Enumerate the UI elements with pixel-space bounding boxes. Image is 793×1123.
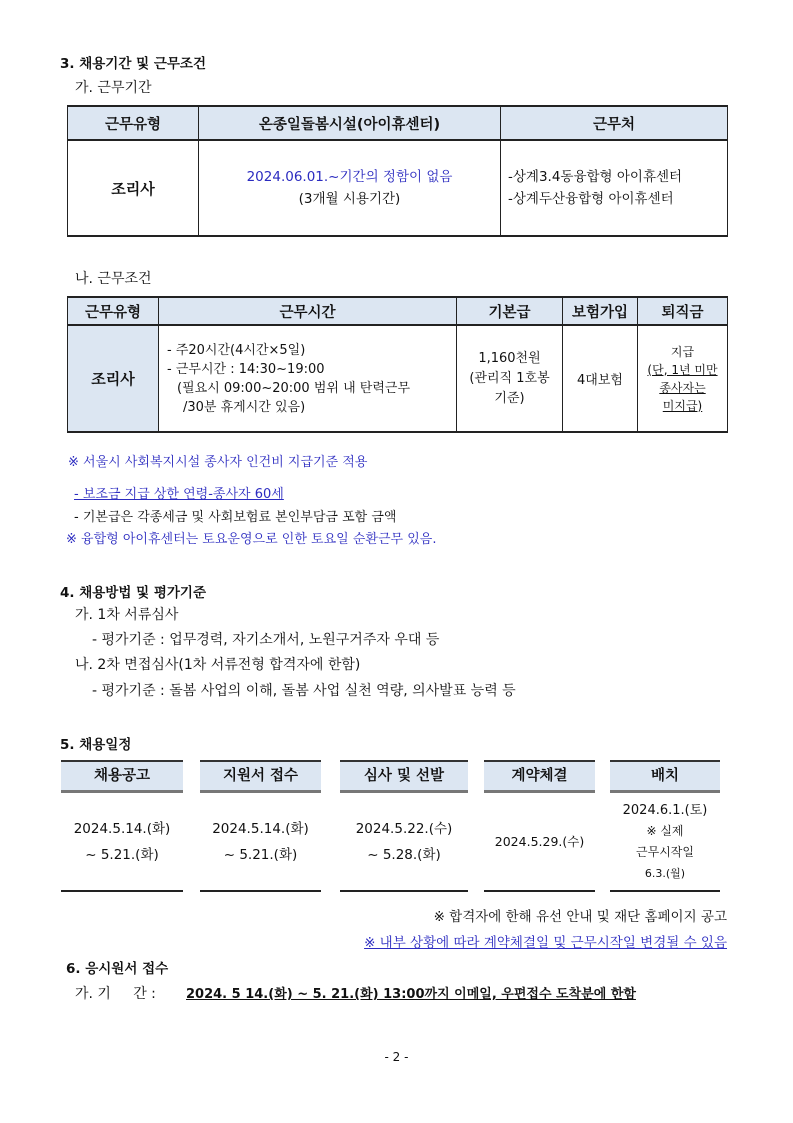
schedule-step-label: 채용공고 [61, 760, 183, 793]
schedule-step-application [200, 760, 321, 892]
placement-note-label: 근무시작일 [636, 845, 694, 859]
date-start: 2024.5.14.(화) [73, 821, 171, 837]
salary-basis: (관리직 1호봉 [469, 370, 550, 386]
date-start: 2024.5.14.(화) [212, 821, 309, 837]
cell-work-type: 조리사 [68, 325, 159, 432]
date-start: 2024.5.29.(수) [494, 834, 585, 849]
stage-2-criteria: - 평가기준 : 돌봄 사업의 이해, 돌봄 사업 실천 역량, 의사발표 능력 등 [92, 683, 516, 699]
header-work-type: 근무유형 [68, 106, 199, 140]
work-conditions-table [67, 296, 728, 433]
severance-exception-2: 종사자는 [659, 380, 706, 395]
cell-insurance: 4대보험 [563, 325, 638, 432]
salary-basis-end: 기준) [494, 390, 525, 406]
severance-exception-1: (단, 1년 미만 [647, 362, 718, 377]
header-workplace: 근무처 [501, 106, 728, 140]
schedule-step-announcement [61, 760, 183, 892]
section-3-title: 3. 채용기간 및 근무조건 [60, 56, 206, 72]
header-insurance: 보험가입 [563, 297, 638, 325]
cell-workplace [501, 140, 728, 236]
placement-date: 2024.6.1.(토) [622, 803, 708, 818]
stage-1-criteria: - 평가기준 : 업무경력, 자기소개서, 노원구거주자 우대 등 [92, 632, 440, 648]
schedule-note-notification: ※ 합격자에 한해 유선 안내 및 재단 홈페이지 공고 [433, 909, 727, 925]
cell-severance [638, 325, 728, 432]
hours-line-1: - 주20시간(4시간×5일) [167, 342, 306, 358]
probation-text: (3개월 시용기간) [298, 191, 401, 207]
hours-line-3: (필요시 09:00~20:00 범위 내 탄력근무 [177, 380, 411, 396]
header-work-hours: 근무시간 [159, 297, 457, 325]
period-text: 2024.06.01.~기간의 정함이 없음 [246, 169, 453, 185]
schedule-step-screening [340, 760, 468, 892]
date-end: ~ 5.21.(화) [85, 847, 159, 863]
cell-work-type: 조리사 [68, 140, 199, 236]
schedule-step-label: 계약체결 [484, 760, 595, 793]
cell-work-hours [159, 325, 457, 432]
section-4-title: 4. 채용방법 및 평가기준 [60, 585, 206, 601]
schedule-step-dates [340, 794, 468, 892]
workplace-2: -상계두산융합형 아이휴센터 [508, 191, 674, 207]
header-base-salary: 기본급 [457, 297, 563, 325]
page-number: - 2 - [384, 1050, 409, 1064]
stage-1-document-review: 가. 1차 서류심사 [75, 607, 179, 623]
schedule-step-contract [484, 760, 595, 892]
section-6-title: 6. 응시원서 접수 [66, 961, 169, 977]
severance-status: 지급 [670, 344, 695, 359]
salary-amount: 1,160천원 [478, 350, 541, 366]
date-start: 2024.5.22.(수) [355, 821, 453, 837]
section-5-title: 5. 채용일정 [60, 737, 132, 753]
hours-line-4: /30분 휴게시간 있음) [183, 399, 306, 415]
note-age-limit: - 보조금 지급 상한 연령-종사자 60세 [74, 487, 284, 502]
actual-start-date: 6.3.(월) [644, 867, 686, 880]
stage-2-interview: 나. 2차 면접심사(1차 서류전형 합격자에 한함) [75, 657, 361, 673]
work-period-table [67, 105, 728, 237]
note-seoul-standard: ※ 서울시 사회복지시설 종사자 인건비 지급기준 적용 [68, 455, 368, 470]
placement-note: ※ 실제 [646, 824, 684, 838]
schedule-step-dates [61, 794, 183, 892]
cell-base-salary [457, 325, 563, 432]
schedule-step-label: 심사 및 선발 [340, 760, 468, 793]
severance-exception-3: 미지급) [662, 398, 703, 413]
schedule-step-dates [484, 794, 595, 892]
header-severance: 퇴직금 [638, 297, 728, 325]
application-period-value: 2024. 5 14.(화) ~ 5. 21.(화) 13:00까지 이메일, 우편접수 도착분에 한함 [186, 987, 636, 1002]
note-salary-inclusive: - 기본급은 각종세금 및 사회보험료 본인부담금 포함 금액 [74, 510, 397, 525]
schedule-note-subject-to-change: ※ 내부 상황에 따라 계약체결일 및 근무시작일 변경될 수 있음 [364, 935, 727, 951]
schedule-step-label: 배치 [610, 760, 720, 793]
workplace-1: -상계3.4동융합형 아이휴센터 [508, 169, 683, 185]
hours-line-2: - 근무시간 : 14:30~19:00 [167, 361, 325, 377]
application-period-label: 가. 기 간 : [75, 986, 156, 1002]
note-saturday-rotation: ※ 융합형 아이휴센터는 토요운영으로 인한 토요일 순환근무 있음. [66, 532, 437, 547]
cell-period [199, 140, 501, 236]
date-end: ~ 5.21.(화) [223, 847, 298, 863]
schedule-step-placement [610, 760, 720, 892]
header-facility: 온종일돌봄시설(아이휴센터) [199, 106, 501, 140]
schedule-step-label: 지원서 접수 [200, 760, 321, 793]
date-end: ~ 5.28.(화) [367, 847, 441, 863]
schedule-step-dates [200, 794, 321, 892]
subsection-work-period: 가. 근무기간 [75, 80, 152, 96]
subsection-work-conditions: 나. 근무조건 [75, 271, 152, 287]
schedule-step-dates [610, 794, 720, 892]
header-work-type: 근무유형 [68, 297, 159, 325]
